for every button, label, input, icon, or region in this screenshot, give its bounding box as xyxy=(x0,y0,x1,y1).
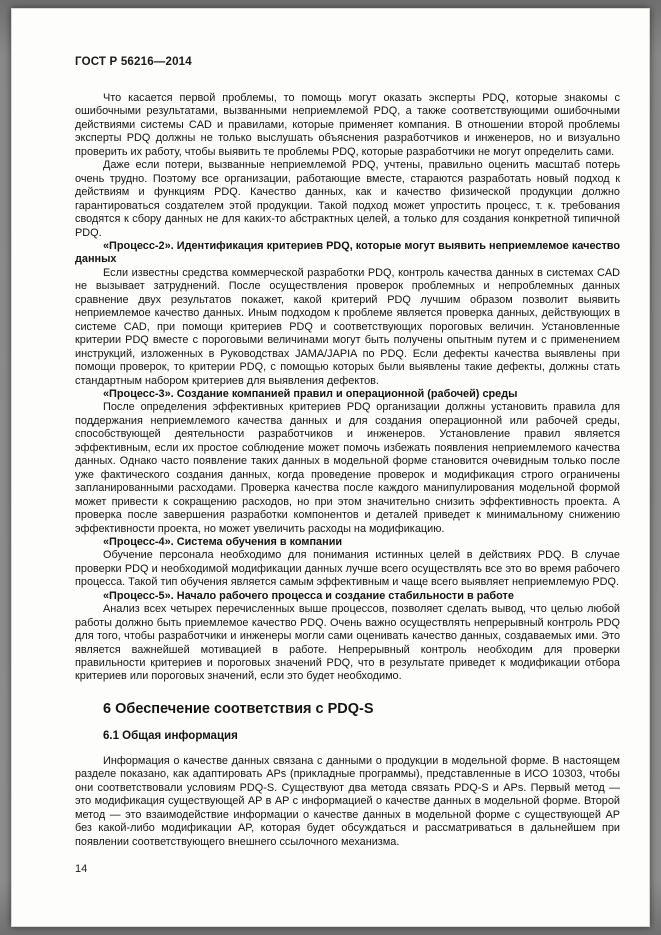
paragraph: После определения эффективных критериев PDQ организации должны установить правила для поддержания неприемлемого качества данных и для создания операционной или рабочей среды, способствующей деятельности разработчиков и инженеров. Установление правил является эффективным, если их простое соблюдение может помочь избежать появления неприемлемого качества данных. Однако часто появление таких данных в модельной форме становится очевидным только после уже фактического создания данных, когда проведение проверок и модификация строго ограничены запланированными расходами. Проверка качества после каждого манипулирования модельной формой может привести к сокращению расходов, но при этом значительно снизить эффективность проекта. А проверка после завершения разработки компонентов и деталей приведет к минимальному снижению эффективности проекта, но может увеличить расходы на модификацию. xyxy=(75,401,620,535)
paragraph: Даже если потери, вызванные неприемлемой PDQ, учтены, правильно оценить масштаб потерь очень трудно. Поэтому все организации, работающие вместе, стараются разработать новый подход к действиям и функциям PDQ. Качество данных, как и качество физической продукции должно гарантироваться создателем этой продукции. Такой подход может упростить процесс, т. к. требования сводятся к сбору данных не для каких-то абстрактных целей, а только для создания конкретной типичной PDQ. xyxy=(75,159,620,239)
document-body xyxy=(75,92,620,849)
paragraph: Если известны средства коммерческой разработки PDQ, контроль качества данных в системах CAD не вызывает затруднений. После осуществления проверок проблемных и непроблемных данных сравнение двух результатов покажет, какой критерий PDQ лучшим образом позволит выявить неприемлемое качество данных. Иным подходом к проблеме является проверка данных, действующих в системе CAD, при помощи критериев PDQ и соответствующих пороговых величин. Установленные критерии PDQ вместе с пороговыми величинами могут быть получены опытным путем и с применением инструкций, изложенных в Руководствах JAMA/JAPIA по PDQ. Если дефекты качества выявлены при помощи проверок, то критерии PDQ, с помощью которых были выявлены такие дефекты, должны стать стандартным набором критериев для выявления дефектов. xyxy=(75,266,620,387)
document-page xyxy=(11,8,650,927)
paragraph: Анализ всех четырех перечисленных выше процессов, позволяет сделать вывод, что целью любой работы должно быть приемлемое качество PDQ. Очень важно осуществлять непрерывный контроль PDQ для того, чтобы разработчики и инженеры могли сами оценивать качество данных, создаваемых ими. Это является важнейшей мотивацией в работе. Непрерывный контроль необходим для проверки правильности критериев и пороговых значений PDQ, что в результате приведет к модификации отбора критериев или пороговых значений, если это будет необходимо. xyxy=(75,603,620,683)
page-number: 14 xyxy=(75,863,88,875)
process-2-heading: «Процесс-2». Идентификация критериев PDQ, которые могут выявить неприемлемое качество данных xyxy=(75,239,620,266)
process-3-heading: «Процесс-3». Создание компанией правил и операционной (рабочей) среды xyxy=(103,387,518,400)
process-4-heading: «Процесс-4». Система обучения в компании xyxy=(103,535,343,548)
section-6-title: 6 Обеспечение соответствия с PDQ-S xyxy=(103,700,374,717)
process-5-heading: «Процесс-5». Начало рабочего процесса и создание стабильности в работе xyxy=(103,589,514,602)
paragraph: Что касается первой проблемы, то помощь могут оказать эксперты PDQ, которые знакомы с ошибочными результатами, вызванными неприемлемой PDQ, а также соответствующими ошибочными действиями системы CAD и правилами, которые применяет компания. В отношении второй проблемы эксперты PDQ должны не только выслушать объяснения разработчиков и инженеров, но и визуально проверить их работу, чтобы выявить те проблемы PDQ, которые разработчики не могут определить сами. xyxy=(75,92,620,158)
document-standard-number: ГОСТ Р 56216—2014 xyxy=(75,56,192,68)
paragraph: Обучение персонала необходимо для понимания истинных целей в действиях PDQ. В случае проверки PDQ и необходимой модификации данных лучше всего осуществлять все это во время рабочего процесса. Такой тип обучения является самым эффективным и чаще всего выявляет неприемлемую PDQ. xyxy=(75,549,620,589)
paragraph: Информация о качестве данных связана с данными о продукции в модельной форме. В настоящем разделе показано, как адаптировать APs (прикладные программы), представленные в ИСО 10303, чтобы они соответствовали условиям PDQ-S. Существуют два метода связать PDQ-S и APs. Первый метод — это модификация существующей AP в AP с информацией о качестве данных в модельной форме. Второй метод — это взаимодействие информации о качестве данных в модельной форме с существующей AP без какой-либо модификации AP, которая будет обсуждаться и рассматриваться в дальнейшем при появлении соответствующего внешнего ссылочного механизма. xyxy=(75,754,620,848)
section-6-1-title: 6.1 Общая информация xyxy=(103,730,238,743)
